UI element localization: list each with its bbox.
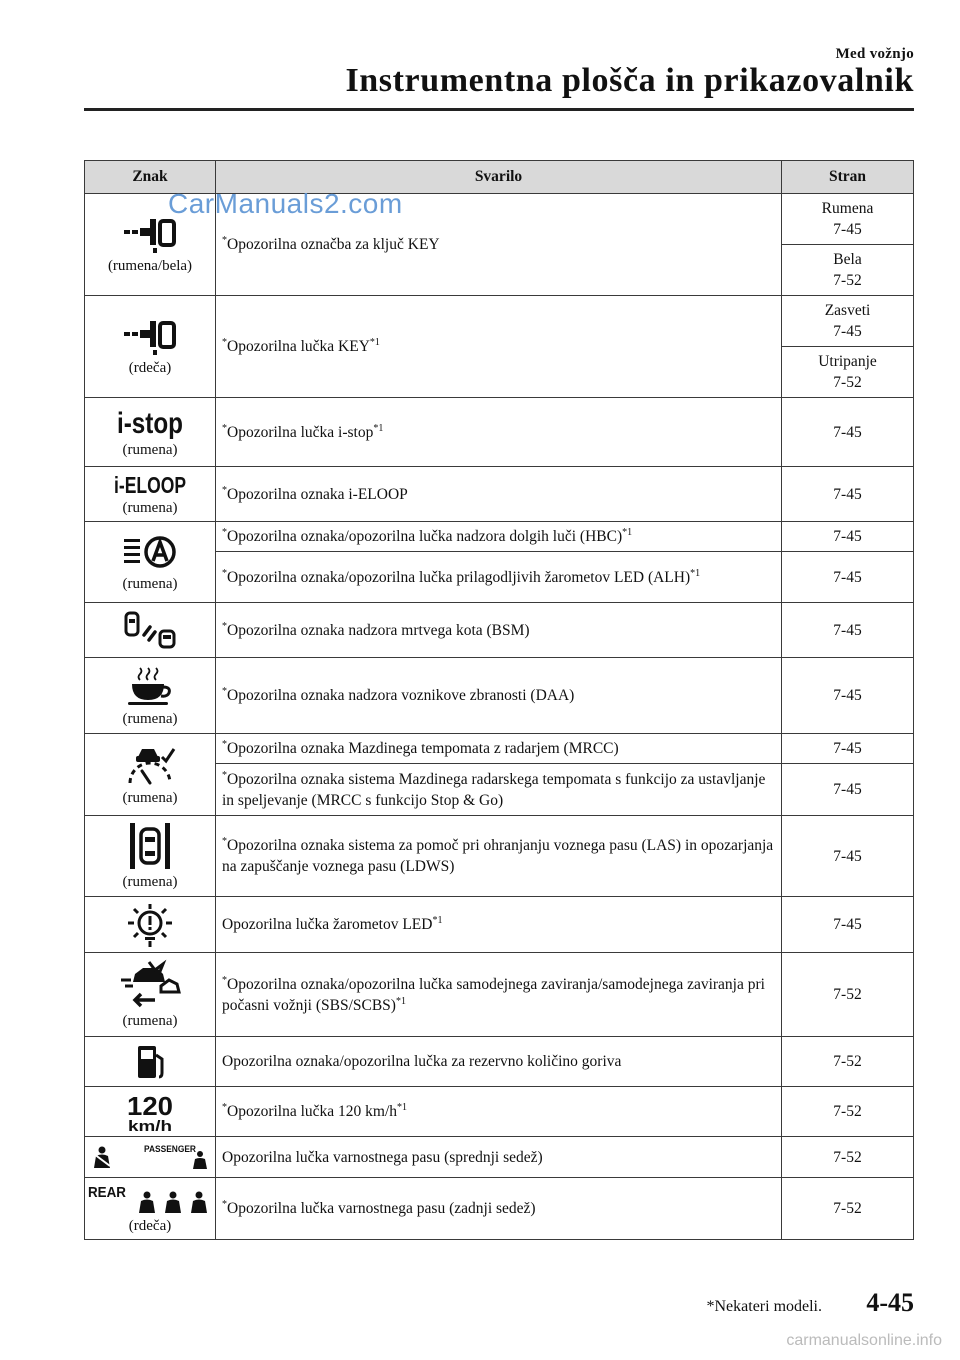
symbol-cell bbox=[85, 467, 216, 522]
symbol-cell bbox=[85, 897, 216, 953]
rear-seatbelt-icon bbox=[87, 1183, 213, 1215]
page-ref-link[interactable]: 7-45 bbox=[833, 221, 862, 238]
table-row bbox=[85, 296, 914, 347]
page-ref-link[interactable]: 7-52 bbox=[782, 1087, 914, 1137]
warning-description: *Opozorilna lučka i-stop$^{*1}$ bbox=[216, 398, 782, 467]
footnote: *Nekateri modeli. bbox=[706, 1298, 822, 1315]
svg-text:i-ELOOP: i-ELOOP bbox=[114, 472, 186, 498]
page-ref-link[interactable]: 7-45 bbox=[833, 323, 862, 340]
table-row bbox=[85, 1037, 914, 1087]
page-ref-link[interactable]: 7-45 bbox=[782, 467, 914, 522]
page-ref-link[interactable]: 7-45 bbox=[782, 897, 914, 953]
symbol-caption: (rumena) bbox=[122, 874, 178, 890]
page-ref-link[interactable]: 7-45 bbox=[782, 734, 914, 764]
page-ref-link[interactable]: 7-52 bbox=[782, 953, 914, 1037]
symbol-cell bbox=[85, 953, 216, 1037]
warning-description: *Opozorilna oznaka/opozorilna lučka prilagodljivih žarometov LED (ALH)$^{*1}$ bbox=[216, 552, 782, 603]
page-cell: Utripanje 7-52 bbox=[782, 347, 914, 398]
page-ref-link[interactable]: 7-52 bbox=[833, 374, 862, 391]
page-cell: Bela 7-52 bbox=[782, 245, 914, 296]
page-ref-link[interactable]: 7-52 bbox=[782, 1178, 914, 1240]
warning-description: *Opozorilna oznaka/opozorilna lučka nadzora dolgih luči (HBC)$^{*1}$ bbox=[216, 522, 782, 552]
warning-description: *Opozorilna označba za ključ KEY bbox=[216, 194, 782, 296]
key-warning-red-icon bbox=[120, 317, 180, 357]
warning-description: *Opozorilna oznaka nadzora voznikove zbranosti (DAA) bbox=[216, 658, 782, 734]
watermark-carmanuals2[interactable]: CarManuals2.com bbox=[168, 188, 403, 219]
blind-spot-icon bbox=[120, 609, 180, 651]
table-row bbox=[85, 522, 914, 552]
symbol-caption: (rumena/bela) bbox=[107, 257, 193, 274]
warning-description: *Opozorilna lučka varnostnega pasu (zadnji sedež) bbox=[216, 1178, 782, 1240]
svg-text:REAR: REAR bbox=[88, 1183, 127, 1201]
page-ref-link[interactable]: 7-45 bbox=[782, 398, 914, 467]
coffee-cup-icon bbox=[120, 664, 180, 708]
auto-headlight-icon bbox=[120, 531, 180, 573]
warning-description: *Opozorilna lučka KEY$^{*1}$ bbox=[216, 296, 782, 398]
page-number: 4-45 bbox=[866, 1288, 914, 1317]
page-cell: Rumena 7-45 bbox=[782, 194, 914, 245]
warning-description: *Opozorilna oznaka Mazdinega tempomata z radarjem (MRCC) bbox=[216, 734, 782, 764]
key-warning-icon bbox=[120, 215, 180, 255]
page-ref-link[interactable]: 7-45 bbox=[782, 522, 914, 552]
table-row bbox=[85, 1178, 914, 1240]
speed-120-icon bbox=[123, 1091, 177, 1133]
symbol-caption: (rdeča) bbox=[128, 359, 172, 376]
watermark-carmanualsonline[interactable]: carmanualsonline.info bbox=[786, 1332, 942, 1349]
warning-description: Opozorilna lučka varnostnega pasu (sprednji sedež) bbox=[216, 1137, 782, 1178]
table-row bbox=[85, 734, 914, 764]
front-seatbelt-icon bbox=[90, 1142, 210, 1172]
svg-text:120: 120 bbox=[127, 1090, 173, 1121]
svg-text:PASSENGER: PASSENGER bbox=[144, 1144, 197, 1154]
warning-description: *Opozorilna oznaka i-ELOOP bbox=[216, 467, 782, 522]
symbol-cell bbox=[85, 296, 216, 398]
symbol-caption: (rumena) bbox=[122, 789, 178, 806]
header-stran: Stran bbox=[782, 161, 914, 194]
symbol-cell bbox=[85, 1087, 216, 1137]
symbol-cell bbox=[85, 603, 216, 658]
symbol-caption: (rumena) bbox=[122, 1012, 178, 1029]
page-ref-link[interactable]: 7-52 bbox=[833, 272, 862, 289]
table-row bbox=[85, 1087, 914, 1137]
warning-description: *Opozorilna oznaka nadzora mrtvega kota (BSM) bbox=[216, 603, 782, 658]
warning-description: Opozorilna lučka žarometov LED$^{*1}$ bbox=[216, 897, 782, 953]
symbol-caption: (rumena) bbox=[122, 500, 178, 516]
warning-table bbox=[84, 160, 914, 1240]
table-row bbox=[85, 1137, 914, 1178]
warning-description: *Opozorilna oznaka sistema Mazdinega radarskega tempomata s funkcijo za ustavljanje in speljevanje (MRCC s funkcijo Stop & Go) bbox=[216, 764, 782, 816]
i-eloop-icon bbox=[112, 471, 188, 497]
warning-description: *Opozorilna oznaka sistema za pomoč pri ohranjanju voznega pasu (LAS) in opozarjanja na zapuščanje voznega pasu (LDWS) bbox=[216, 816, 782, 897]
symbol-caption: (rumena) bbox=[122, 442, 178, 458]
page-ref-link[interactable]: 7-45 bbox=[782, 658, 914, 734]
symbol-caption: (rumena) bbox=[122, 576, 178, 592]
page-title: Instrumentna plošča in prikazovalnik bbox=[345, 62, 914, 99]
table-row bbox=[85, 603, 914, 658]
svg-text:i-stop: i-stop bbox=[117, 407, 183, 440]
symbol-cell bbox=[85, 522, 216, 603]
page-ref-link[interactable]: 7-45 bbox=[782, 764, 914, 816]
symbol-cell bbox=[85, 398, 216, 467]
radar-cruise-icon bbox=[120, 743, 180, 787]
table-row bbox=[85, 658, 914, 734]
warning-description: Opozorilna oznaka/opozorilna lučka za rezervno količino goriva bbox=[216, 1037, 782, 1087]
symbol-cell bbox=[85, 658, 216, 734]
table-row bbox=[85, 398, 914, 467]
symbol-caption: (rumena) bbox=[122, 710, 178, 727]
symbol-cell bbox=[85, 1178, 216, 1240]
page-ref-link[interactable]: 7-45 bbox=[782, 816, 914, 897]
fuel-pump-icon bbox=[130, 1043, 170, 1081]
section-title: Med vožnjo bbox=[835, 46, 914, 62]
header-divider bbox=[84, 108, 914, 111]
page-ref-link[interactable]: 7-45 bbox=[782, 603, 914, 658]
header-svarilo: Svarilo bbox=[216, 161, 782, 194]
led-headlight-warning-icon bbox=[120, 901, 180, 949]
table-row bbox=[85, 897, 914, 953]
warning-description: *Opozorilna oznaka/opozorilna lučka samodejnega zaviranja/samodejnega zaviranja pri počasni vožnji (SBS/SCBS)$^{*1}$ bbox=[216, 953, 782, 1037]
symbol-cell bbox=[85, 734, 216, 816]
page-ref-link[interactable]: 7-52 bbox=[782, 1037, 914, 1087]
header-znak: Znak bbox=[85, 161, 216, 194]
table-row bbox=[85, 467, 914, 522]
warning-description: *Opozorilna lučka 120 $km/h^{*1}$ bbox=[216, 1087, 782, 1137]
smart-brake-icon bbox=[117, 960, 183, 1010]
symbol-cell bbox=[85, 816, 216, 897]
lane-assist-icon bbox=[120, 821, 180, 871]
svg-text:km/h: km/h bbox=[128, 1117, 172, 1135]
table-row bbox=[85, 816, 914, 897]
symbol-cell bbox=[85, 1037, 216, 1087]
symbol-caption: (rdeča) bbox=[128, 1217, 172, 1234]
page-ref-link[interactable]: 7-45 bbox=[782, 552, 914, 603]
page-ref-link[interactable]: 7-52 bbox=[782, 1137, 914, 1178]
page-cell: Zasveti 7-45 bbox=[782, 296, 914, 347]
table-row bbox=[85, 953, 914, 1037]
symbol-cell bbox=[85, 1137, 216, 1178]
i-stop-icon bbox=[115, 405, 185, 439]
